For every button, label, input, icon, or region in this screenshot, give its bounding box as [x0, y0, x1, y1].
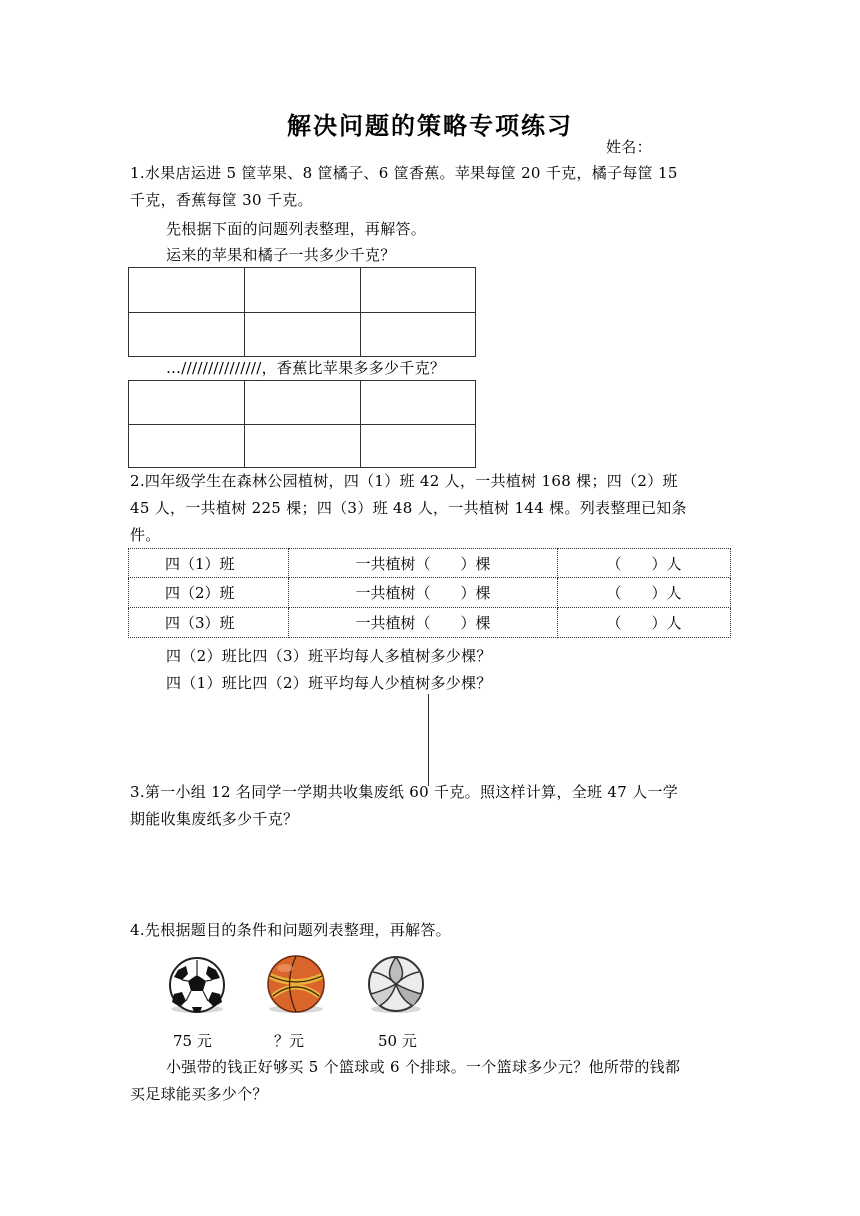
- divider-line: [428, 694, 429, 786]
- people-cell[interactable]: （ ）人: [558, 608, 731, 638]
- q2-table: [128, 548, 731, 638]
- q2-question-b: 四（1）班比四（2）班平均每人少植树多少棵？: [166, 674, 492, 692]
- q4-line3: 买足球能买多少个？: [130, 1085, 268, 1103]
- class-cell: 四（3）班: [129, 608, 289, 638]
- table-cell[interactable]: [245, 425, 361, 468]
- q2-line3: 件。: [130, 526, 161, 544]
- table-cell[interactable]: [129, 425, 245, 468]
- q2-line2: 45 人，一共植树 225 棵；四（3）班 48 人，一共植树 144 棵。列表整理已知条: [130, 499, 687, 517]
- class-cell: 四（2）班: [129, 578, 289, 608]
- trees-cell[interactable]: 一共植树（ ）棵: [289, 608, 558, 638]
- soccer-price: 75 元: [173, 1032, 212, 1050]
- q1-line2: 千克，香蕉每筐 30 千克。: [130, 191, 313, 209]
- trees-cell[interactable]: 一共植树（ ）棵: [289, 549, 558, 578]
- q1-table-a: [128, 267, 476, 357]
- people-cell[interactable]: （ ）人: [558, 549, 731, 578]
- q1-question-a: 运来的苹果和橘子一共多少千克？: [166, 246, 396, 264]
- table-cell[interactable]: [361, 313, 476, 357]
- table-row: [129, 549, 731, 578]
- table-cell[interactable]: [129, 268, 245, 313]
- table-row: [129, 608, 731, 638]
- table-cell[interactable]: [361, 268, 476, 313]
- q4-line1: 4.先根据题目的条件和问题列表整理，再解答。: [130, 921, 451, 939]
- q1-line1: 1.水果店运进 5 筐苹果、8 筐橘子、6 筐香蕉。苹果每筐 20 千克，橘子每筐 15: [130, 164, 678, 182]
- table-cell[interactable]: [245, 381, 361, 425]
- people-cell[interactable]: （ ）人: [558, 578, 731, 608]
- q3-line1: 3.第一小组 12 名同学一学期共收集废纸 60 千克。照这样计算，全班 47 人一学: [130, 783, 679, 801]
- name-label: 姓名：: [606, 138, 652, 156]
- table-cell[interactable]: [245, 313, 361, 357]
- page-title: 解决问题的策略专项练习: [287, 112, 573, 140]
- soccer-ball-icon: [164, 956, 230, 1016]
- basketball-price: ？元: [274, 1032, 305, 1050]
- q3-line2: 期能收集废纸多少千克？: [130, 810, 299, 828]
- table-cell[interactable]: [361, 425, 476, 468]
- q2-line1: 2.四年级学生在森林公园植树，四（1）班 42 人，一共植树 168 棵；四（2）班: [130, 472, 678, 490]
- q1-question-b: …///////////////，香蕉比苹果多多少千克？: [166, 359, 446, 377]
- basketball-icon: [261, 954, 331, 1016]
- table-cell[interactable]: [129, 381, 245, 425]
- table-cell[interactable]: [129, 313, 245, 357]
- table-cell[interactable]: [245, 268, 361, 313]
- class-cell: 四（1）班: [129, 549, 289, 578]
- volleyball-icon: [363, 954, 429, 1016]
- q1-instruction: 先根据下面的问题列表整理，再解答。: [166, 220, 427, 238]
- table-row: [129, 578, 731, 608]
- volleyball-price: 50 元: [378, 1032, 417, 1050]
- trees-cell[interactable]: 一共植树（ ）棵: [289, 578, 558, 608]
- q2-question-a: 四（2）班比四（3）班平均每人多植树多少棵？: [166, 647, 492, 665]
- table-cell[interactable]: [361, 381, 476, 425]
- q1-table-b: [128, 380, 476, 468]
- q4-line2: 小强带的钱正好够买 5 个篮球或 6 个排球。一个篮球多少元？他所带的钱都: [166, 1058, 681, 1076]
